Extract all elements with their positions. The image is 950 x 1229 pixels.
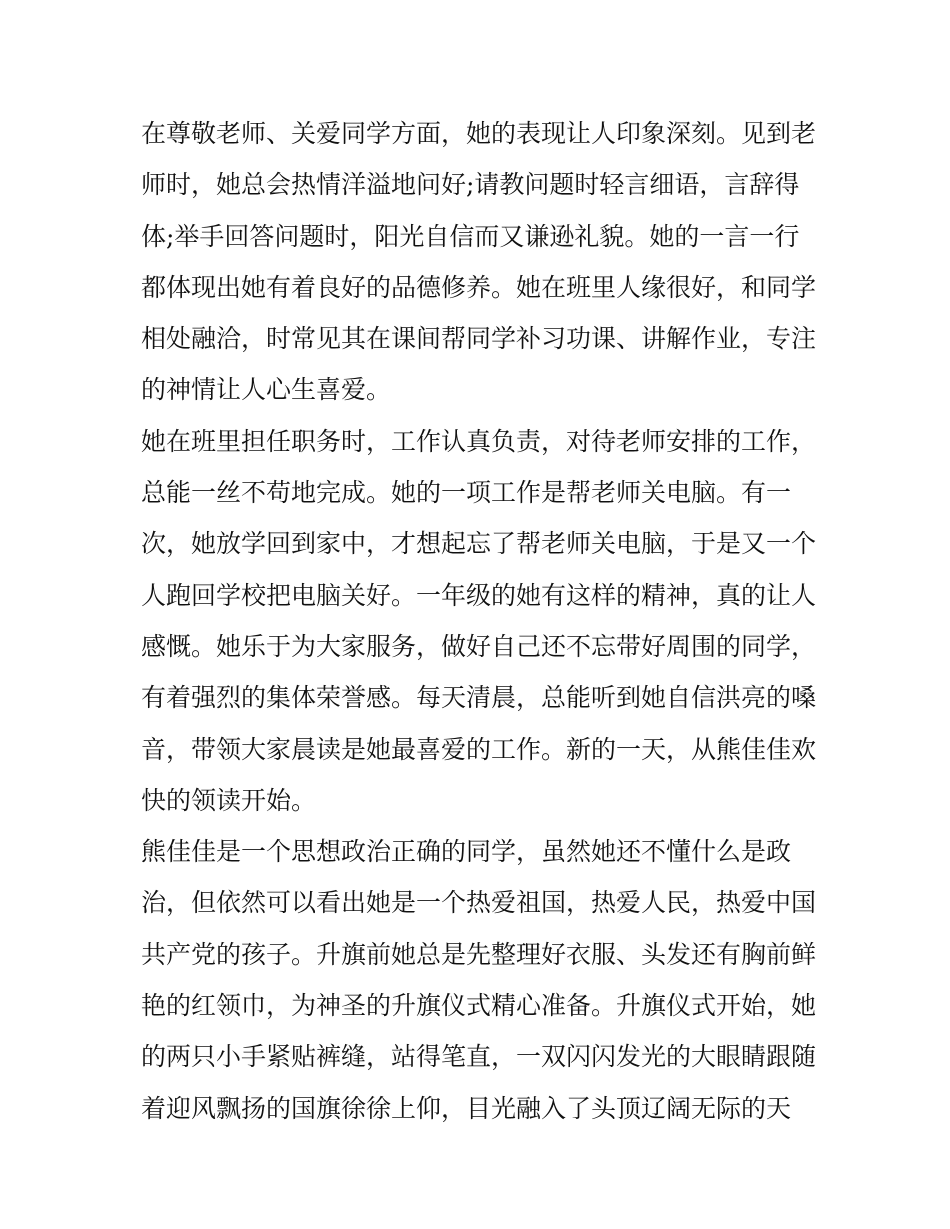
- text-line: 的神情让人心生喜爱。: [141, 375, 392, 405]
- text-line: 感慨。她乐于为大家服务，做好自己还不忘带好周围的同学，: [141, 631, 817, 661]
- text-line: 次，她放学回到家中，才想起忘了帮老师关电脑，于是又一个: [141, 529, 817, 559]
- text-line: 音，带领大家晨读是她最喜爱的工作。新的一天，从熊佳佳欢: [141, 734, 817, 764]
- text-line: 相处融洽，时常见其在课间帮同学补习功课、讲解作业，专注: [141, 324, 817, 354]
- text-line: 熊佳佳是一个思想政治正确的同学，虽然她还不懂什么是政: [141, 837, 792, 867]
- document-body: [141, 108, 821, 1134]
- text-line: 治，但依然可以看出她是一个热爱祖国，热爱人民，热爱中国: [141, 888, 817, 918]
- text-line: 她在班里担任职务时，工作认真负责，对待老师安排的工作，: [141, 426, 817, 456]
- text-line: 快的领读开始。: [141, 785, 317, 815]
- text-line: 有着强烈的集体荣誉感。每天清晨，总能听到她自信洪亮的嗓: [141, 683, 817, 713]
- text-line: 人跑回学校把电脑关好。一年级的她有这样的精神，真的让人: [141, 580, 817, 610]
- text-line: 师时，她总会热情洋溢地问好;请教问题时轻言细语，言辞得: [141, 170, 800, 200]
- text-line: 的两只小手紧贴裤缝，站得笔直，一双闪闪发光的大眼睛跟随: [141, 1042, 817, 1072]
- text-line: 都体现出她有着良好的品德修养。她在班里人缘很好，和同学: [141, 272, 817, 302]
- text-line: 共产党的孩子。升旗前她总是先整理好衣服、头发还有胸前鲜: [141, 939, 817, 969]
- text-line: 总能一丝不苟地完成。她的一项工作是帮老师关电脑。有一: [141, 478, 792, 508]
- text-line: 着迎风飘扬的国旗徐徐上仰，目光融入了头顶辽阔无际的天: [141, 1093, 792, 1123]
- text-line: 在尊敬老师、关爱同学方面，她的表现让人印象深刻。见到老: [141, 119, 817, 148]
- text-line: 体;举手回答问题时，阳光自信而又谦逊礼貌。她的一言一行: [141, 221, 800, 251]
- text-line: 艳的红领巾，为神圣的升旗仪式精心准备。升旗仪式开始，她: [141, 991, 817, 1021]
